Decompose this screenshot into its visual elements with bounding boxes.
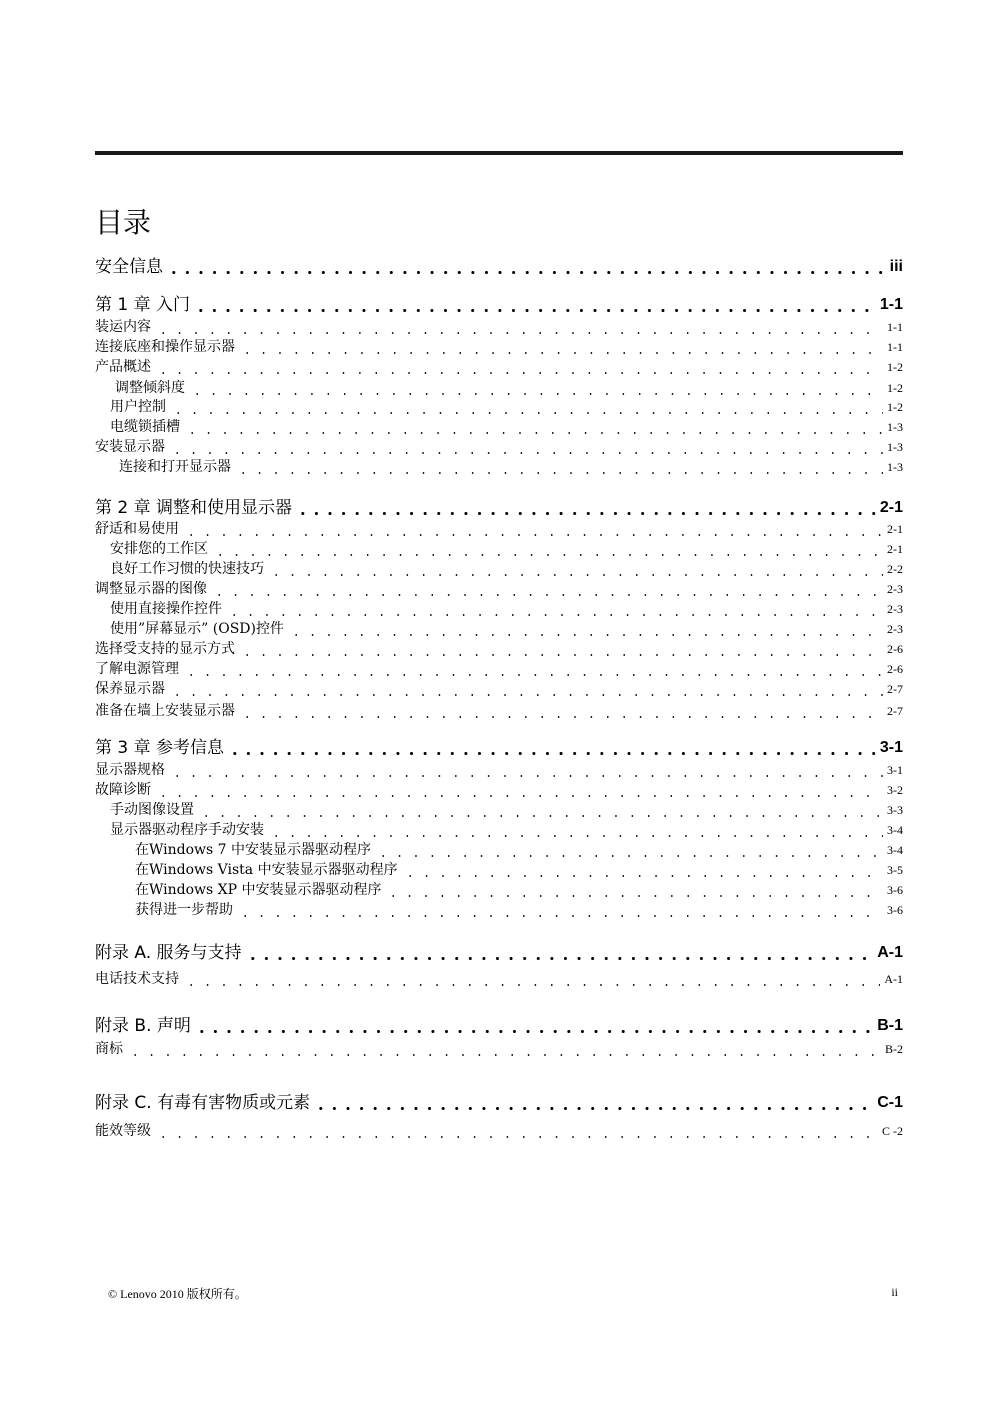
dot-leader [228,752,876,755]
toc-page: 1-1 [887,320,903,334]
dot-leader [155,795,883,797]
toc-label: 了解电源管理 [95,661,179,677]
toc-label: 调整倾斜度 [115,380,185,396]
toc-page: 2-7 [887,704,903,718]
toc-page: C-1 [877,1094,903,1111]
dot-leader [237,915,883,917]
dot-leader [169,775,883,777]
dot-leader [167,271,886,274]
toc-page: 1-2 [887,360,903,374]
toc-page: 3-2 [887,783,903,797]
toc-page: 1-3 [887,420,903,434]
toc-label: 能效等级 [95,1123,151,1139]
toc-page: A-1 [877,944,903,961]
toc-page: 1-1 [887,340,903,354]
dot-leader [169,452,883,454]
dot-leader [268,574,883,576]
dot-leader [127,1054,881,1056]
toc-label: 电缆锁插槽 [110,419,180,435]
toc-page: 2-1 [887,542,903,556]
toc-page: B-2 [885,1042,903,1056]
toc-page: 3-1 [879,739,903,756]
dot-leader [402,875,883,877]
dot-leader [170,412,883,414]
copyright-notice: © Lenovo 2010 版权所有。 [108,1287,247,1301]
toc-label: 手动图像设置 [110,802,194,818]
dot-leader [296,512,876,515]
dot-leader [246,957,874,960]
dot-leader [155,332,883,334]
toc-label: 保养显示器 [95,681,165,697]
toc-entry[interactable] [95,801,903,820]
toc-entry[interactable] [95,841,903,860]
toc-page: 2-3 [887,582,903,596]
toc-page: 2-6 [887,662,903,676]
dot-leader [155,1136,878,1138]
toc-label: 调整显示器的图像 [95,581,207,597]
toc-label: 电话技术支持 [95,971,179,987]
toc-page: 3-4 [887,823,903,837]
toc-entry-appendix-b[interactable] [95,1015,903,1037]
toc-entry[interactable] [95,761,903,780]
dot-leader [239,654,883,656]
toc-page: iii [889,258,903,275]
toc-page: 3-5 [887,863,903,877]
toc-entry[interactable] [95,702,903,721]
dot-leader [239,716,883,718]
toc-label: 第 1 章 入门 [95,295,191,315]
toc-page: C -2 [882,1124,903,1138]
toc-page: 2-1 [879,499,903,516]
toc-page: 1-3 [887,460,903,474]
toc-entry[interactable] [95,560,903,579]
toc-entry[interactable] [95,640,903,659]
toc-page: 2-6 [887,642,903,656]
toc-entry[interactable] [95,881,903,900]
toc-entry[interactable] [95,458,903,477]
toc-label: 用户控制 [110,399,166,415]
toc-label: 在Windows 7 中安装显示器驱动程序 [135,842,372,858]
dot-leader [195,1030,873,1033]
toc-entry[interactable] [95,620,903,639]
toc-label: 装运内容 [95,319,151,335]
toc-entry-appendix-a[interactable] [95,942,903,964]
toc-entry[interactable] [95,418,903,437]
toc-entry[interactable] [95,680,903,699]
toc-label: 安全信息 [95,257,163,277]
toc-page: 3-3 [887,803,903,817]
dot-leader [183,674,883,676]
toc-entry[interactable] [95,580,903,599]
dot-leader [198,815,883,817]
dot-leader [211,594,883,596]
toc-entry[interactable] [95,901,903,920]
page-number: ii [891,1285,898,1299]
toc-label: 附录 C. 有毒有害物质或元素 [95,1093,311,1113]
dot-leader [375,855,883,857]
dot-leader [183,984,880,986]
dot-leader [194,309,876,312]
toc-label: 在Windows XP 中安装显示器驱动程序 [135,882,382,898]
dot-leader [189,393,883,395]
toc-page: 1-2 [887,400,903,414]
toc-label: 附录 B. 声明 [95,1016,191,1036]
toc-entry[interactable] [95,520,903,539]
toc-entry[interactable] [95,660,903,679]
dot-leader [235,472,883,474]
dot-leader [155,372,883,374]
toc-entry[interactable] [95,821,903,840]
toc-label: 附录 A. 服务与支持 [95,943,242,963]
toc-entry[interactable] [95,379,903,398]
toc-page: 2-1 [887,522,903,536]
toc-label: 连接和打开显示器 [119,459,231,475]
toc-label: 选择受支持的显示方式 [95,641,235,657]
toc-entry[interactable] [95,861,903,880]
toc-label: 安排您的工作区 [110,541,208,557]
toc-entry[interactable] [95,781,903,800]
toc-entry[interactable] [95,438,903,457]
toc-page: 2-2 [887,562,903,576]
dot-leader [226,614,883,616]
toc-page: A-1 [884,972,903,986]
toc-label: 准备在墙上安装显示器 [95,703,235,719]
dot-leader [169,694,883,696]
toc-label: 显示器驱动程序手动安装 [110,822,264,838]
toc-label: 使用”屏幕显示” (OSD)控件 [110,621,284,637]
toc-entry-chapter-1[interactable] [95,294,903,316]
toc-entry-appendix-c[interactable] [95,1092,903,1114]
dot-leader [268,835,883,837]
toc-entry-chapter-2[interactable] [95,497,903,519]
toc-page: 1-2 [887,381,903,395]
dot-leader [212,554,883,556]
toc-label: 使用直接操作控件 [110,601,222,617]
toc-entry-chapter-3[interactable] [95,737,903,759]
toc-page: 1-1 [879,296,903,313]
toc-entry[interactable] [95,358,903,377]
toc-label: 安装显示器 [95,439,165,455]
toc-label: 良好工作习惯的快速技巧 [110,561,264,577]
toc-page: 2-7 [887,682,903,696]
toc-label: 在Windows Vista 中安装显示器驱动程序 [135,862,398,878]
toc-page: 3-1 [887,763,903,777]
toc-entry[interactable] [95,540,903,559]
dot-leader [288,634,883,636]
dot-leader [385,895,883,897]
dot-leader [239,352,883,354]
toc-page: 1-3 [887,440,903,454]
dot-leader [184,432,883,434]
toc-entry[interactable] [95,600,903,619]
toc-entry-safety[interactable] [95,256,903,278]
toc-page: 3-6 [887,903,903,917]
toc-label: 连接底座和操作显示器 [95,339,235,355]
toc-page: 3-4 [887,843,903,857]
toc-label: 显示器规格 [95,762,165,778]
toc-entry[interactable] [95,1122,903,1141]
header-rule [95,151,903,155]
toc-entry[interactable] [95,398,903,417]
toc-label: 获得进一步帮助 [135,902,233,918]
toc-label: 舒适和易使用 [95,521,179,537]
dot-leader [183,534,883,536]
toc-label: 第 2 章 调整和使用显示器 [95,498,293,518]
toc-entry[interactable] [95,318,903,337]
toc-label: 故障诊断 [95,782,151,798]
toc-entry[interactable] [95,970,903,989]
toc-label: 第 3 章 参考信息 [95,738,225,758]
toc-page: 2-3 [887,602,903,616]
toc-page: 2-3 [887,622,903,636]
toc-entry[interactable] [95,1040,903,1059]
toc-label: 产品概述 [95,359,151,375]
page-title: 目录 [95,206,152,239]
toc-label: 商标 [95,1041,123,1057]
toc-page: 3-6 [887,883,903,897]
dot-leader [314,1107,873,1110]
toc-page: B-1 [877,1017,903,1034]
toc-entry[interactable] [95,338,903,357]
